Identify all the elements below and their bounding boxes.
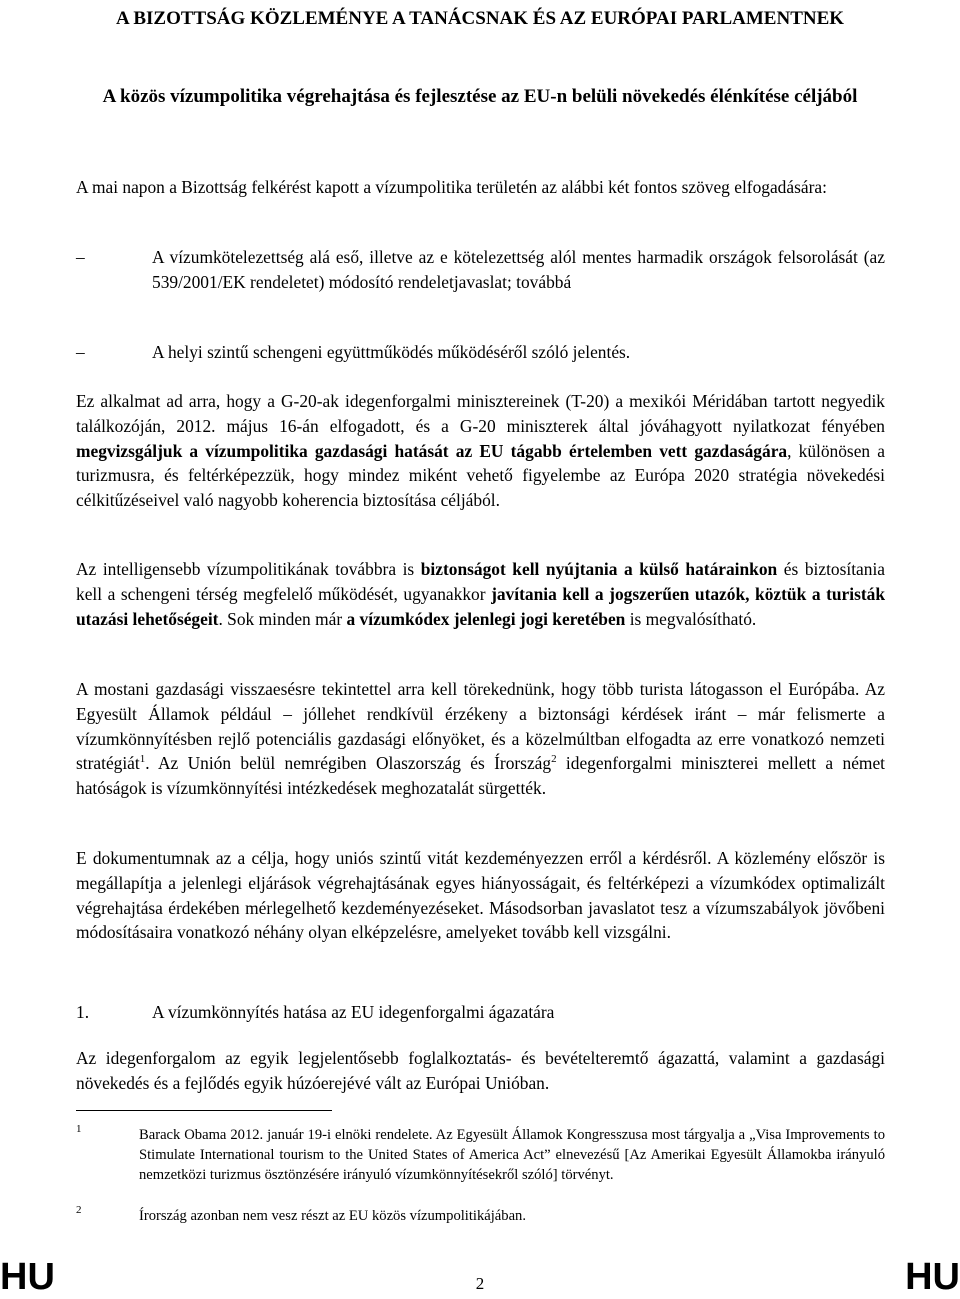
section-title: A vízumkönnyítés hatása az EU idegenforgalmi ágazatára <box>152 1002 555 1022</box>
emphasis: megvizsgáljuk a vízumpolitika gazdasági hatását az EU tágabb értelemben vett gazdaságára <box>76 440 788 461</box>
bullet-item <box>76 340 885 365</box>
paragraph: Ez alkalmat ad arra, hogy a G-20-ak idegenforgalmi minisztereinek (T-20) a mexikói Méridában tartott negyedik találkozóján, 2012. május 16-án elfogadott, és a G-20 miniszterek által jóváhagyott nyilatkozat fényében megvizsgáljuk a vízumpolitika gazdasági hatását az EU tágabb értelemben vett gazdaságára, különösen a turizmusra, és feltérképezzük, hogy mindez miként vehető figyelembe az Európa 2020 stratégia növekedési célkitűzéseivel való nagyobb koherencia biztosítása céljából. <box>76 391 885 511</box>
language-code: HU <box>905 1256 960 1298</box>
paragraph: E dokumentumnak az a célja, hogy uniós szintű vitát kezdeményezzen erről a kérdésről. A közlemény először is megállapítja a jelenlegi eljárások végrehajtásának egyes hiányosságait, és feltérképezi a vízumkódex optimalizált végrehajtása érdekében mérlegelhető kezdeményezéseket. Másodsorban javaslatot tesz a vízumszabályok jövőbeni módosításaira vonatkozó néhány olyan elképzelésre, amelyeket tovább kell vizsgálni. <box>76 848 885 943</box>
footnote-text: Írország azonban nem vesz részt az EU közös vízumpolitikájában. <box>139 1208 526 1224</box>
footnote-number: 1 <box>76 1123 82 1135</box>
footnote-ref: 2 <box>551 753 557 766</box>
page-subtitle: A közös vízumpolitika végrehajtása és fejlesztése az EU-n belüli növekedés élénkítése céljából <box>102 86 858 107</box>
footnote-number: 2 <box>76 1204 82 1216</box>
paragraph: Az intelligensebb vízumpolitikának továbbra is biztonságot kell nyújtania a külső határainkon és biztosítania kell a schengeni térség megfelelő működését, ugyanakkor javítania kell a jogszerűen utazók, köztük a turisták utazási lehetőségeit. Sok minden már a vízumkódex jelenlegi jogi keretében is megvalósítható. <box>76 559 886 629</box>
bullet-text: A vízumkötelezettség alá eső, illetve az e kötelezettség alól mentes harmadik országok felsorolását (az 539/2001/EK rendeletet) módosító rendeletjavaslat; továbbá <box>152 247 885 292</box>
emphasis: biztonságot kell nyújtania a külső határainkon <box>420 559 778 579</box>
emphasis: javítania kell a jogszerűen utazók, köztük a turisták utazási lehetőségeit <box>76 583 886 629</box>
footnote-ref: 1 <box>139 753 146 766</box>
footnote-text: Barack Obama 2012. január 19-i elnöki rendelete. Az Egyesült Államok Kongresszusa most tárgyalja a „Visa Improvements to Stimulate International tourism to the United States of America Act” elnevezésű [Az Amerikai Egyesült Államokba irányuló nemzetközi turizmus ösztönzésére irányuló vízumkönnyítésekről szóló] törvényt. <box>139 1127 885 1183</box>
footnote-divider <box>76 1110 332 1111</box>
section-heading <box>76 1000 554 1024</box>
emphasis: a vízumkódex jelenlegi jogi keretében <box>346 608 626 629</box>
bullet-text: A helyi szintű schengeni együttműködés működéséről szóló jelentés. <box>152 342 631 362</box>
bullet-dash: – <box>76 247 85 267</box>
section-number: 1. <box>76 1002 90 1022</box>
language-code: HU <box>0 1256 55 1298</box>
paragraph: A mostani gazdasági visszaesésre tekintettel arra kell törekednünk, hogy több turista látogasson el Európába. Az Egyesült Államok például – jóllehet rendkívül érzékeny a biztonsági kérdések iránt – már felismerte a vízumkönnyítésben rejlő potenciális gazdasági előnyöket, és a közelmúltban elfogadta az erre vonatkozó nemzeti stratégiát$^1$. Az Unión belül nemrégiben Olaszország és Írország$^2$ idegenforgalmi miniszterei mellett a német hatóságok is vízumkönnyítési intézkedések meghozatalát sürgették. <box>76 679 885 799</box>
intro-paragraph: A mai napon a Bizottság felkérést kapott a vízumpolitika területén az alábbi két fontos szöveg elfogadására: <box>76 177 827 197</box>
paragraph: Az idegenforgalom az egyik legjelentősebb foglalkoztatás- és bevételteremtő ágazattá, valamint a gazdasági növekedés és a fejlődés egyik húzóerejévé vált az Európai Unióban. <box>76 1048 885 1093</box>
page-number: 2 <box>475 1274 485 1293</box>
bullet-dash: – <box>76 342 85 362</box>
bullet-item <box>76 245 885 295</box>
page-title: A BIZOTTSÁG KÖZLEMÉNYE A TANÁCSNAK ÉS AZ EURÓPAI PARLAMENTNEK <box>115 8 845 29</box>
footnote <box>76 1206 885 1226</box>
footnote <box>76 1125 885 1185</box>
